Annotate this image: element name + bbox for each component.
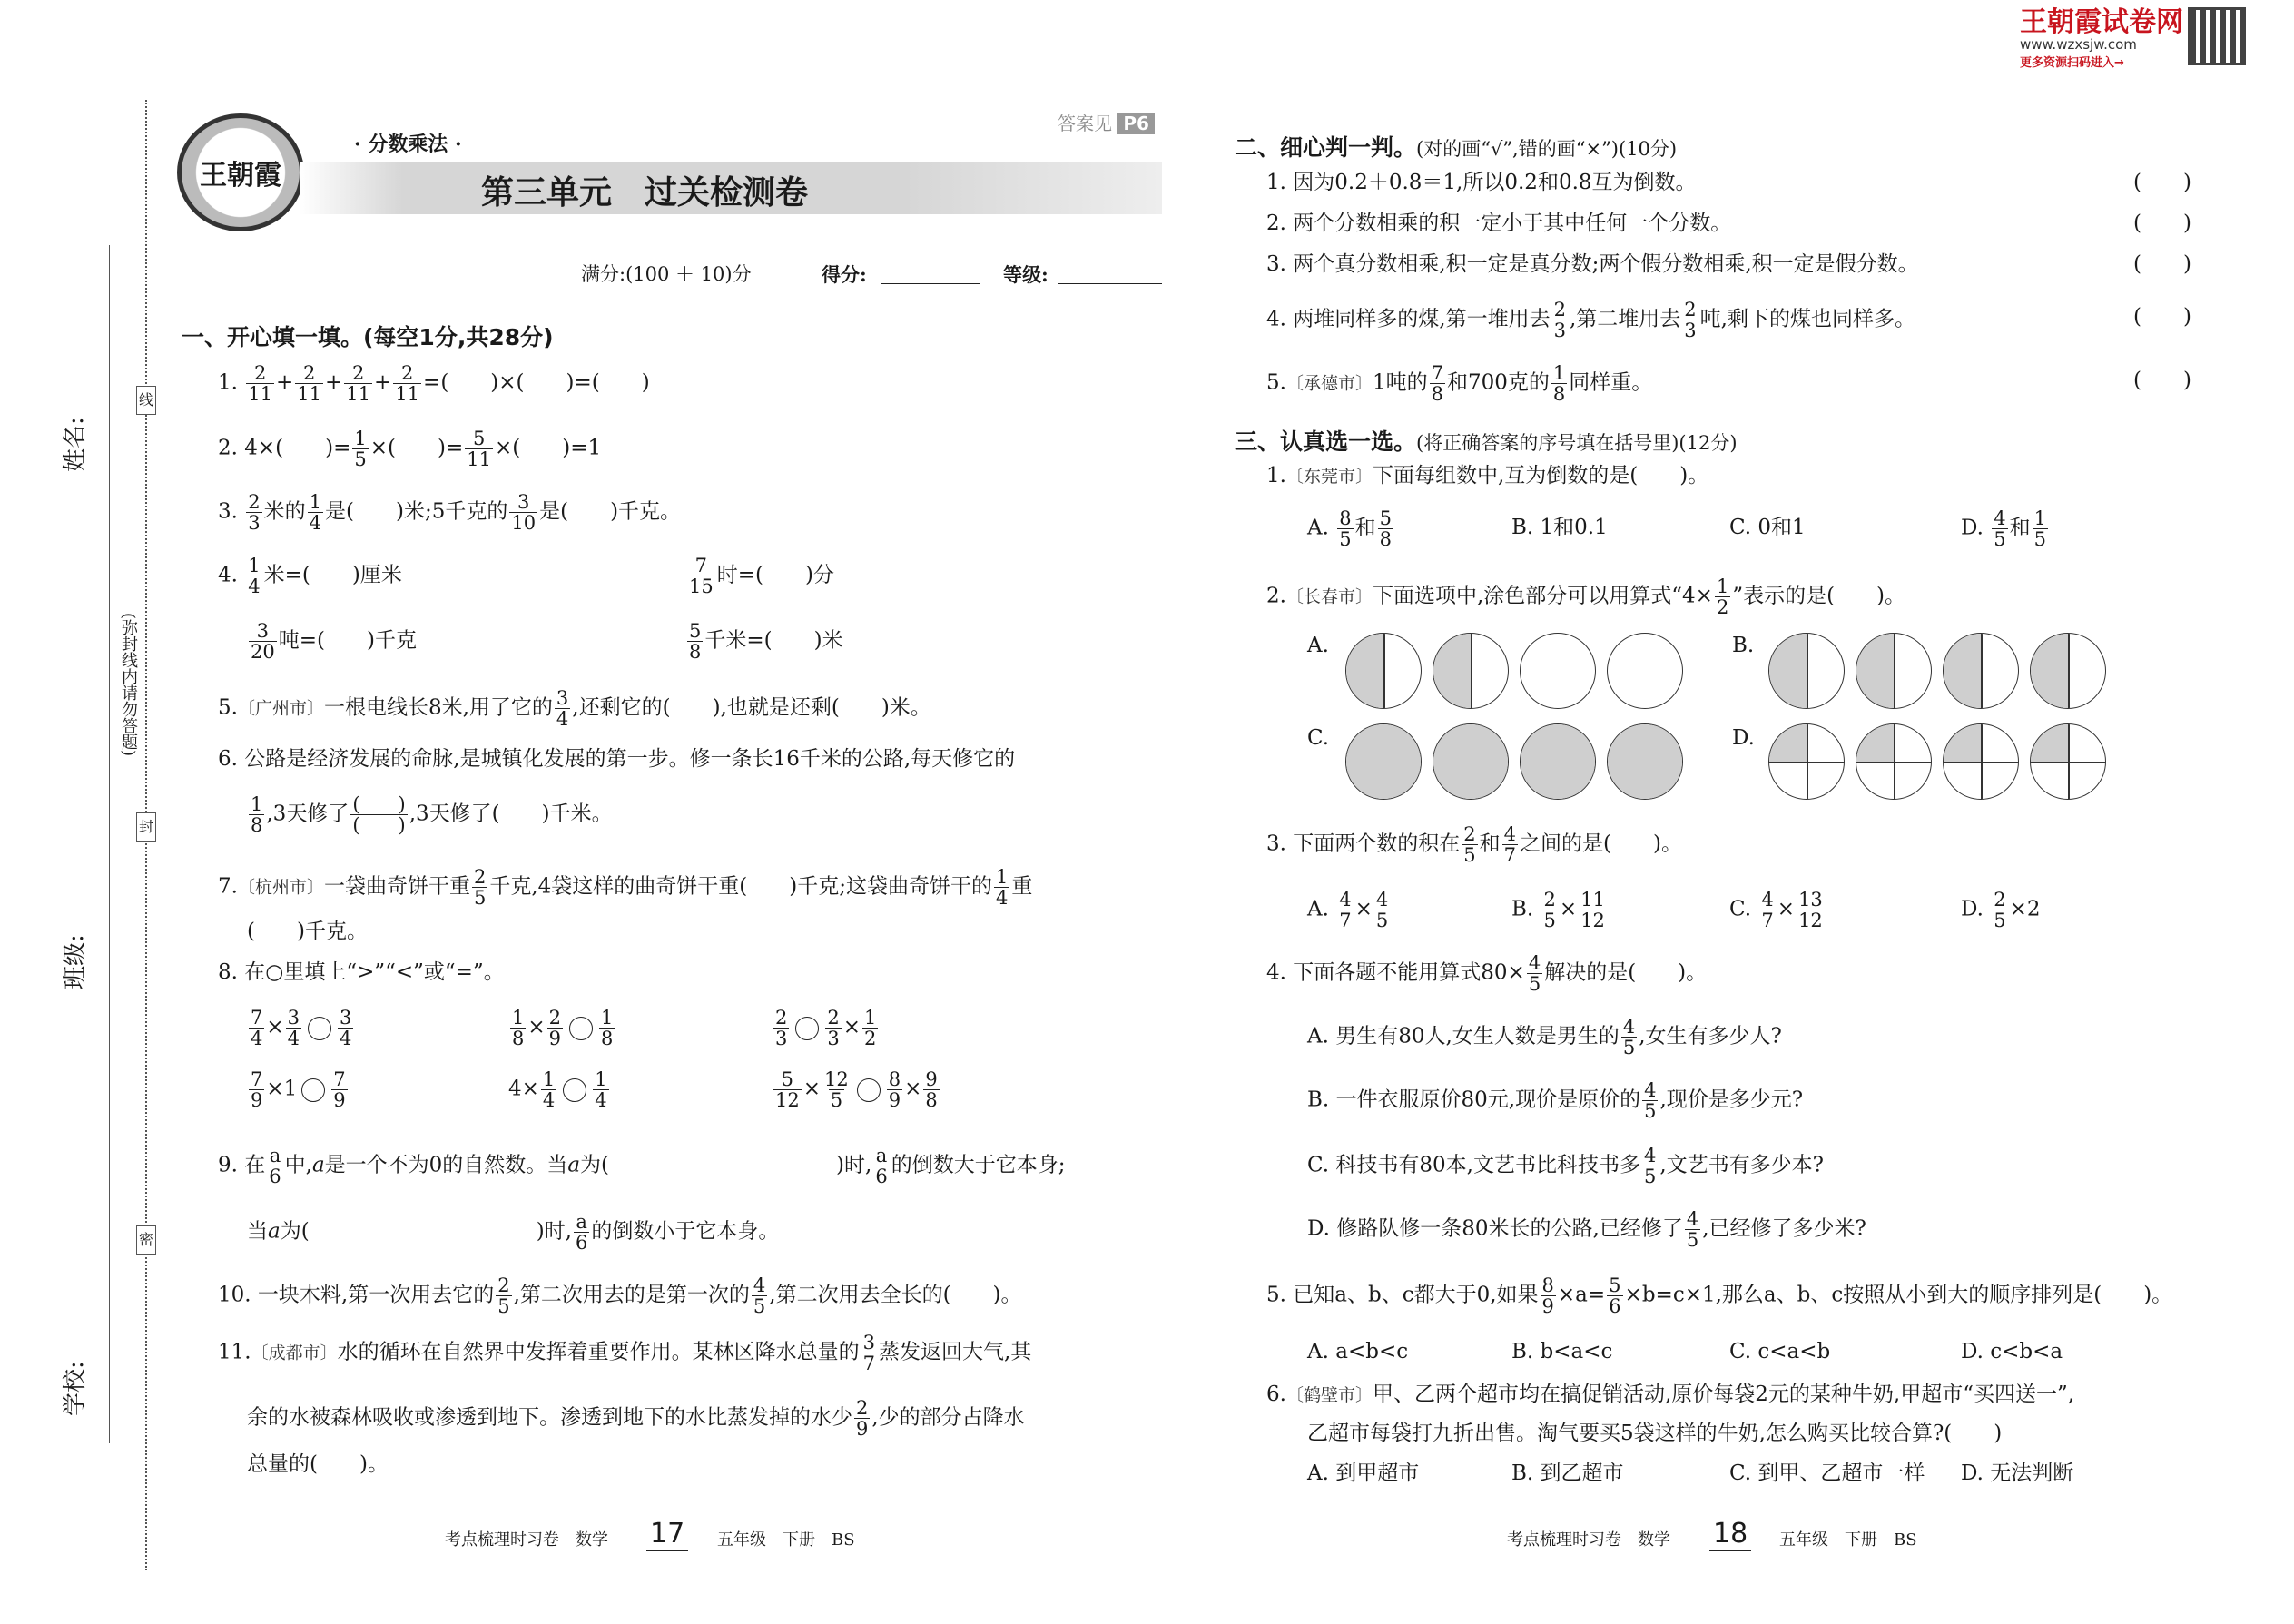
school-label: 学校: <box>62 1361 89 1416</box>
compare-circle[interactable] <box>308 1017 331 1040</box>
q3-5-B: B. b<a<c <box>1511 1340 1613 1363</box>
q3-6-B: B. 到乙超市 <box>1511 1462 1624 1485</box>
compare-circle[interactable] <box>563 1078 586 1102</box>
q1-4b: $\frac{7}{15}$ 时=( )分 <box>689 555 834 598</box>
q1-9: 9. 在 $\frac{a}{6}$ 中,a是一个不为0的自然数。当a为( )时, $\frac{a}{6}$ 的倒数大于它本身; <box>218 1145 1066 1188</box>
qr-code-icon <box>2188 7 2246 65</box>
q1-8a: $\frac{7}{4}$ × $\frac{3}{4}$ $\frac{3}{4}$ <box>251 1007 352 1050</box>
q3-4-A: A. 男生有80人,女生人数是男生的 $\frac{4}{5}$ ,女生有多少人? <box>1307 1016 1782 1059</box>
judge-paren-1[interactable]: ( ) <box>2133 171 2191 194</box>
footer-right-book: 考点梳理时习卷 数学 <box>1507 1530 1670 1550</box>
q1-2: 2. 4×( )= $\frac{1}{5}$ ×( )= $\frac{5}{11}$ ×( )=1 <box>218 428 602 471</box>
q3-2-D-label: D. <box>1732 726 1755 750</box>
footer-right-grade: 五年级 下册 BS <box>1779 1530 1917 1550</box>
mark-seal: 封 <box>136 812 156 842</box>
logo-name: 王朝霞 <box>200 160 281 192</box>
q3-4-B: B. 一件衣服原价80元,现价是原价的 $\frac{4}{5}$ ,现价是多少元? <box>1307 1079 1804 1123</box>
circle-empty <box>1520 633 1596 709</box>
q3-3-C: C. $\frac{4}{7}$ × $\frac{13}{12}$ <box>1729 889 1823 932</box>
q3-4: 4. 下面各题不能用算式80× $\frac{4}{5}$ 解决的是( )。 <box>1266 952 1708 996</box>
circle-quarter-shaded <box>1943 723 2019 800</box>
q3-1-C: C. 0和1 <box>1729 516 1806 539</box>
compare-circle[interactable] <box>301 1078 325 1102</box>
q1-7: 7.〔杭州市〕一袋曲奇饼干重 $\frac{2}{5}$ 千克,4袋这样的曲奇饼干重( )千克;这袋曲奇饼干的 $\frac{1}{4}$ 重 <box>218 866 1033 910</box>
footer-right-page: 18 <box>1709 1518 1751 1551</box>
circle-quarter-shaded <box>1768 723 1845 800</box>
q3-1-D: D. $\frac{4}{5}$ 和 $\frac{1}{5}$ <box>1961 507 2046 551</box>
q1-4c: $\frac{3}{20}$ 吨=( )千克 <box>251 620 417 664</box>
q3-2-C-label: C. <box>1307 726 1330 750</box>
mark-line: 线 <box>136 386 156 415</box>
q1-8: 8. 在○里填上“>”“<”或“=”。 <box>218 960 505 984</box>
q3-3-A: A. $\frac{4}{7}$ × $\frac{4}{5}$ <box>1307 889 1389 932</box>
q3-6: 6.〔鹤壁市〕甲、乙两个超市均在搞促销活动,原价每袋2元的某种牛奶,甲超市“买四送一”, <box>1266 1383 2075 1406</box>
q3-6-A: A. 到甲超市 <box>1307 1462 1420 1485</box>
q3-3-D: D. $\frac{2}{5}$ ×2 <box>1961 889 2041 932</box>
circle-full-shaded <box>1433 723 1509 800</box>
q1-4a: 4. $\frac{1}{4}$ 米=( )厘米 <box>218 555 402 598</box>
brand-logo <box>2020 6 2183 70</box>
q1-7b: ( )千克。 <box>247 920 368 943</box>
logo-emblem <box>177 113 304 231</box>
q3-2-B-label: B. <box>1732 634 1755 657</box>
circle-full-shaded <box>1607 723 1683 800</box>
q1-4d: $\frac{5}{8}$ 千米=( )米 <box>689 620 843 664</box>
q1-8e: 4× $\frac{1}{4}$ $\frac{1}{4}$ <box>508 1068 607 1112</box>
q1-8c: $\frac{2}{3}$ $\frac{2}{3}$ × $\frac{1}{2}$ <box>775 1007 877 1050</box>
q3-4-C: C. 科技书有80本,文艺书比科技书多 $\frac{4}{5}$ ,文艺书有多少本? <box>1307 1145 1825 1188</box>
q3-6b: 乙超市每袋打九折出售。淘气要买5袋这样的牛奶,怎么购买比较合算?( ) <box>1307 1422 2003 1445</box>
compare-circle[interactable] <box>569 1017 593 1040</box>
compare-circle[interactable] <box>857 1078 881 1102</box>
q3-5-D: D. c<b<a <box>1961 1340 2063 1363</box>
q1-9b: 当a为( )时, $\frac{a}{6}$ 的倒数小于它本身。 <box>247 1211 780 1255</box>
judge-paren-2[interactable]: ( ) <box>2133 212 2191 235</box>
binding-solid-line <box>109 245 110 1443</box>
circle-full-shaded <box>1520 723 1596 800</box>
judge-paren-5[interactable]: ( ) <box>2133 369 2191 392</box>
q3-1-A: A. $\frac{8}{5}$ 和 $\frac{5}{8}$ <box>1307 507 1392 551</box>
section3-title: 三、认真选一选。(将正确答案的序号填在括号里)(12分) <box>1235 428 1738 455</box>
brand-name: 王朝霞试卷网 <box>2020 6 2183 38</box>
judge-paren-3[interactable]: ( ) <box>2133 252 2191 276</box>
mark-close: 密 <box>136 1225 156 1255</box>
circle-full-shaded <box>1345 723 1422 800</box>
q3-4-D: D. 修路队修一条80米长的公路,已经修了 $\frac{4}{5}$ ,已经修了多少米? <box>1307 1208 1866 1252</box>
q1-6b: $\frac{1}{8}$ ,3天修了 $\frac{( )}{( )}$ ,3天修了( )千米。 <box>251 793 613 837</box>
q3-5-A: A. a<b<c <box>1307 1340 1409 1363</box>
grade-label: 等级: <box>1003 263 1049 286</box>
circle-half-shaded <box>2030 633 2106 709</box>
q3-2: 2.〔长春市〕下面选项中,涂色部分可以用算式“4× $\frac{1}{2}$ ”表示的是( )。 <box>1266 576 1906 619</box>
footer-left-book: 考点梳理时习卷 数学 <box>445 1530 608 1550</box>
q3-6-D: D. 无法判断 <box>1961 1462 2074 1485</box>
section-subtitle: · 分数乘法 · <box>354 133 462 156</box>
footer-left-grade: 五年级 下册 BS <box>717 1530 855 1550</box>
circle-quarter-shaded <box>1856 723 1932 800</box>
page-title: 第三单元 过关检测卷 <box>481 174 809 212</box>
q3-3-B: B. $\frac{2}{5}$ × $\frac{11}{12}$ <box>1511 889 1605 932</box>
q1-8b: $\frac{1}{8}$ × $\frac{2}{9}$ $\frac{1}{8}$ <box>512 1007 614 1050</box>
q1-8f: $\frac{5}{12}$ × $\frac{12}{5}$ $\frac{8}{9}$ × $\frac{9}{8}$ <box>775 1068 938 1112</box>
circle-quarter-shaded <box>2030 723 2106 800</box>
answer-ref: 答案见 P6 <box>1058 109 1155 135</box>
q3-2-A-label: A. <box>1307 634 1329 657</box>
q1-11c: 总量的( )。 <box>247 1452 389 1476</box>
q3-1: 1.〔东莞市〕下面每组数中,互为倒数的是( )。 <box>1266 464 1709 487</box>
q2-4: 4. 两堆同样多的煤,第一堆用去 $\frac{2}{3}$ ,第二堆用去 $\frac{2}{3}$ 吨,剩下的煤也同样多。 <box>1266 299 1915 342</box>
circle-empty <box>1607 633 1683 709</box>
q3-1-B: B. 1和0.1 <box>1511 516 1608 539</box>
circle-half-shaded <box>1943 633 2019 709</box>
q3-5: 5. 已知a、b、c都大于0,如果 $\frac{8}{9}$ ×a= $\frac{5}{6}$ ×b=c×1,那么a、b、c按照从小到大的顺序排列是( )。 <box>1266 1275 2173 1318</box>
judge-paren-4[interactable]: ( ) <box>2133 305 2191 329</box>
q2-2: 2. 两个分数相乘的积一定小于其中任何一个分数。 <box>1266 212 1732 235</box>
full-score: 满分:(100 ＋ 10)分 <box>581 263 752 285</box>
score-label: 得分: <box>822 263 867 286</box>
compare-circle[interactable] <box>795 1017 819 1040</box>
q1-5: 5.〔广州市〕一根电线长8米,用了它的 $\frac{3}{4}$ ,还剩它的( ),也就是还剩( )米。 <box>218 687 931 731</box>
circle-half-shaded <box>1345 633 1422 709</box>
seal-note: (弥封线内请勿答题) <box>119 613 138 757</box>
q1-11: 11.〔成都市〕水的循环在自然界中发挥着重要作用。某林区降水总量的 $\frac{3}{7}$ 蒸发返回大气,其 <box>218 1332 1032 1375</box>
name-label: 姓名: <box>62 417 89 472</box>
q3-6-C: C. 到甲、乙超市一样 <box>1729 1462 1925 1485</box>
q1-10: 10. 一块木料,第一次用去它的 $\frac{2}{5}$ ,第二次用去的是第一次的 $\frac{4}{5}$ ,第二次用去全长的( )。 <box>218 1275 1022 1318</box>
section1-title: 一、开心填一填。(每空1分,共28分) <box>182 324 554 350</box>
circle-half-shaded <box>1856 633 1932 709</box>
q3-5-C: C. c<a<b <box>1729 1340 1831 1363</box>
q2-1: 1. 因为0.2＋0.8＝1,所以0.2和0.8互为倒数。 <box>1266 171 1697 194</box>
grade-field[interactable] <box>1058 283 1162 284</box>
brand-tip: 更多资源扫码进入→ <box>2020 56 2124 70</box>
class-label: 班级: <box>62 934 89 989</box>
circle-half-shaded <box>1768 633 1845 709</box>
q1-1: 1. $\frac{2}{11}$ + $\frac{2}{11}$ + $\frac{2}{11}$ + $\frac{2}{11}$ =( )×( )=( ) <box>218 362 650 406</box>
circle-half-shaded <box>1433 633 1509 709</box>
q1-8d: $\frac{7}{9}$ ×1 $\frac{7}{9}$ <box>251 1068 346 1112</box>
section2-title: 二、细心判一判。(对的画“√”,错的画“×”)(10分) <box>1235 134 1678 161</box>
footer-left-page: 17 <box>646 1518 688 1551</box>
score-field[interactable] <box>881 283 980 284</box>
brand-url: www.wzxsjw.com <box>2020 36 2137 53</box>
q1-11b: 余的水被森林吸收或渗透到地下。渗透到地下的水比蒸发掉的水少 $\frac{2}{9}$ ,少的部分占降水 <box>247 1397 1025 1441</box>
q2-5: 5.〔承德市〕1吨的 $\frac{7}{8}$ 和700克的 $\frac{1}{8}$ 同样重。 <box>1266 362 1653 406</box>
q1-3: 3. $\frac{2}{3}$ 米的 $\frac{1}{4}$ 是( )米;5千克的 $\frac{3}{10}$ 是( )千克。 <box>218 491 682 535</box>
q2-3: 3. 两个真分数相乘,积一定是真分数;两个假分数相乘,积一定是假分数。 <box>1266 252 1919 276</box>
q1-6: 6. 公路是经济发展的命脉,是城镇化发展的第一步。修一条长16千米的公路,每天修它的 <box>218 747 1016 771</box>
q3-3: 3. 下面两个数的积在 $\frac{2}{5}$ 和 $\frac{4}{7}$ 之间的是( )。 <box>1266 823 1682 867</box>
